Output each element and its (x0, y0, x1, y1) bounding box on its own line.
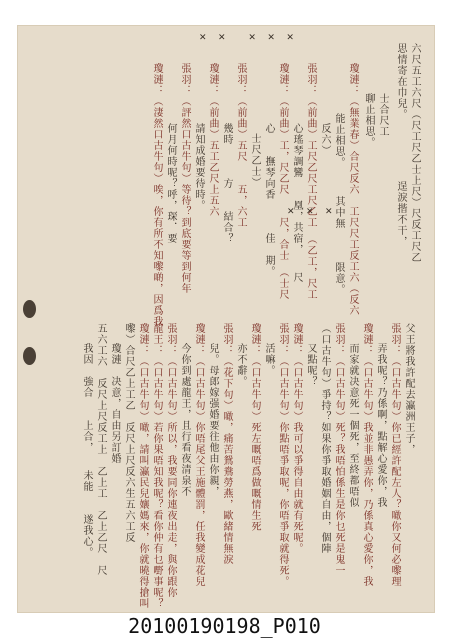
text-column: 活嘛。 (263, 343, 274, 376)
text-column: 瓊漣：（前曲）工，尺乙尺 尺，合士 （士尺 (277, 63, 288, 300)
text-column: 張羽：（前曲）工尺乙尺工尺乙工 （乙工，尺工 (305, 63, 316, 300)
text-column: 瓊漣：（口古牛句）我並非愚弄你，乃係真心愛你，我 (361, 323, 372, 587)
text-column: 嚟）合尺乙上工乙 反尺上尺反六生五六工反 (123, 323, 134, 543)
text-column: 反六） (319, 123, 330, 156)
text-column: 張羽：（口古牛句）死？我唔怕係生是你乜死是鬼一 (333, 323, 344, 576)
text-column: 瓊漣：（口古牛句）我可以爭得自由就有死呢。 (291, 323, 302, 554)
text-column: 龍王：（口古牛句）若你果唔知我呢？看你仲有乜嘢事呢？ (151, 323, 162, 609)
text-column: 而家就决意死一個死，至終都唔似 (347, 343, 358, 508)
text-column: 心瑤琴調鸞 凰，共宿， 尺 (291, 123, 302, 283)
text-column: 弄我呢？乃係啊，點解心愛你，我 (375, 343, 386, 508)
cross-marks: ✕ ✕ ✕ (287, 207, 333, 217)
text-column: 能止相思。 其中無 限意。 (333, 113, 344, 295)
text-column: 兒。母郎嫁强婚要往他由你親， (207, 343, 218, 497)
text-column: 今你到處龍王，且行看夜清泉不 (179, 343, 190, 497)
cross-marks: ✕ ✕ ✕ ✕ ✕ (199, 33, 294, 43)
text-column: 父王將我許配去瀛洲王子， (403, 323, 414, 455)
text-column: 亦不辭。 (235, 343, 246, 387)
text-column: 瓊漣：（口古牛句）噉，請叫瀛民兒孃媽來，你就曉得搶叫 (137, 323, 148, 609)
binding-hole (23, 347, 36, 365)
text-column: 請知成婚要待時。 (193, 123, 204, 211)
text-column: 瓊漣：（口古牛句）死左嘅唔爲做嘅情生死 (249, 323, 260, 532)
text-column: 我因 強合 上合， 未能 遂我心。 (81, 343, 92, 558)
text-column: 又點呢？ (305, 343, 316, 387)
text-column: 瓊漣：（前曲）五工乙尺上五六 (207, 63, 218, 217)
text-column: 瓊漣：（淒然口古牛句）唉，你有所不知嚟啲，因爲我 (151, 63, 162, 327)
binding-hole (23, 300, 36, 318)
text-column: 何月何時呢？呼，琛．要 (165, 123, 176, 244)
text-column: 幾時 方 結合？ (221, 123, 232, 244)
text-column: 瓊漣 决意，自由另訂婚 (109, 343, 120, 464)
text-column: 六尺五工六尺（尺工尺乙士上尺）尺反工尺乙 (409, 43, 420, 263)
text-column: （口古牛句）爭持？如果你爭取婚姻自由，個陣 (319, 323, 330, 554)
text-column: 張羽：（口古牛句）你已經許配左人？噉你又何必嚟理 (389, 323, 400, 587)
text-column: 張羽：（口古牛句）所以，我要同你連夜出走，與你跟你 (165, 323, 176, 598)
text-column: 思情寄在巾兒。 逞淚揩不干， (395, 43, 406, 247)
image-id-caption: 20100190198_P010 (128, 614, 321, 638)
text-column: 張羽：（前曲）五尺 五，六工 (235, 63, 246, 228)
text-column: 聊止相思。 (363, 93, 374, 148)
text-column: 瓊漣：（口古牛句）你唔尾父王施體罰，任我變成花兒 (193, 323, 204, 587)
text-column: 士尺乙士） (249, 133, 260, 188)
text-column: 心 撫琴向香 佳 期。 (263, 123, 274, 277)
page-sheet (17, 25, 435, 613)
text-column: 五六工六 反尺上尺反工上 乙上工 乙上乙尺 尺 (95, 323, 106, 576)
text-column: 張羽：（花下句）噉，痛苦鴛鴦勞燕，歐緒情無淚 (221, 323, 232, 565)
text-column: 士合尺工 (377, 93, 388, 137)
text-column: 張羽：（評然口古牛句）等待？到底要等到何年 (179, 63, 190, 294)
text-column: 瓊漣：（無業春）合尺反六 工尺尺工反工六（反六 (347, 63, 358, 316)
text-column: 張羽：（口古牛句）你點唔爭取呢，你唔爭取就得死。 (277, 323, 288, 587)
